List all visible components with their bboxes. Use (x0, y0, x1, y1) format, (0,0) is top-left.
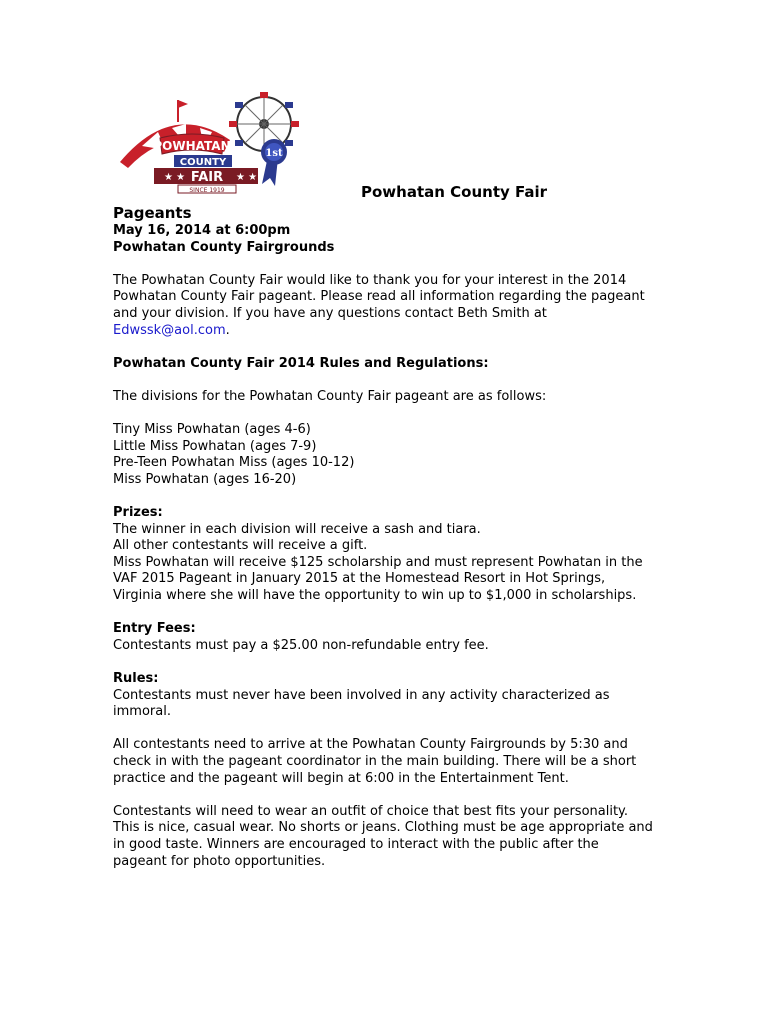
rules-paragraph: All contestants need to arrive at the Powhatan County Fairgrounds by 5:30 and check in with the pageant coordinator in the main building. There will be a short practice and the pageant will begin at 6:00 in the Entertainment Tent. (113, 737, 637, 786)
rules-paragraph: Contestants must never have been involved in any activity characterized as immoral. (113, 687, 610, 720)
division-item: Little Miss Powhatan (ages 7-9) (113, 438, 317, 454)
sign-since: SINCE 1919 (189, 187, 225, 194)
divisions-intro: The divisions for the Powhatan County Fair pageant are as follows: (113, 388, 547, 404)
rules-heading: Powhatan County Fair 2014 Rules and Regulations: (113, 355, 489, 371)
rules-paragraph: Contestants will need to wear an outfit of choice that best fits your personality. This is nice, casual wear. No shorts or jeans. Clothing must be age appropriate and in good taste. Winners are encouraged to interact with the public after the pageant for photo opportunities. (113, 803, 653, 869)
prizes-line: All other contestants will receive a gift. (113, 538, 368, 554)
prizes-heading: Prizes: (113, 505, 163, 521)
section-title-pageants: Pageants (113, 204, 192, 222)
sign-line1: POWHATAN (153, 139, 231, 153)
svg-text:★ ★: ★ ★ (236, 172, 258, 183)
ribbon-badge-icon (261, 139, 287, 186)
division-item: Tiny Miss Powhatan (ages 4-6) (113, 422, 311, 438)
sign-line3: FAIR (190, 170, 224, 185)
entry-fees-heading: Entry Fees: (113, 621, 196, 637)
prizes-line: Miss Powhatan will receive $125 scholarship and must represent Powhatan in the VAF 2015 Pageant in January 2015 at the Homestead Resort in Hot Springs, Virginia where she will have the opportunity to win up to $1,000 in scholarships. (113, 554, 643, 604)
intro-end: . (225, 322, 230, 338)
fair-logo (112, 92, 312, 194)
document-body (113, 204, 653, 870)
ferris-wheel-icon (229, 92, 299, 151)
division-item: Pre-Teen Powhatan Miss (ages 10-12) (113, 455, 355, 471)
event-location: Powhatan County Fairgrounds (113, 239, 335, 255)
page-title: Powhatan County Fair (361, 183, 548, 201)
entry-fees-text: Contestants must pay a $25.00 non-refundable entry fee. (113, 637, 489, 653)
division-item: Miss Powhatan (ages 16-20) (113, 471, 297, 487)
badge-label: 1st (265, 148, 283, 159)
intro-paragraph (113, 273, 653, 339)
sign-line2: COUNTY (179, 157, 227, 168)
svg-text:★ ★: ★ ★ (164, 172, 186, 183)
rules-subheading: Rules: (113, 671, 159, 687)
intro-text: The Powhatan County Fair would like to thank you for your interest in the 2014 Powhatan County Fair pageant. Please read all information regarding the pageant and your division. If you have any questions contact Beth Smith at (113, 272, 645, 321)
prizes-line: The winner in each division will receive a sash and tiara. (113, 521, 481, 537)
event-date: May 16, 2014 at 6:00pm (113, 223, 291, 238)
contact-email-link[interactable]: Edwssk@aol.com (113, 322, 226, 338)
